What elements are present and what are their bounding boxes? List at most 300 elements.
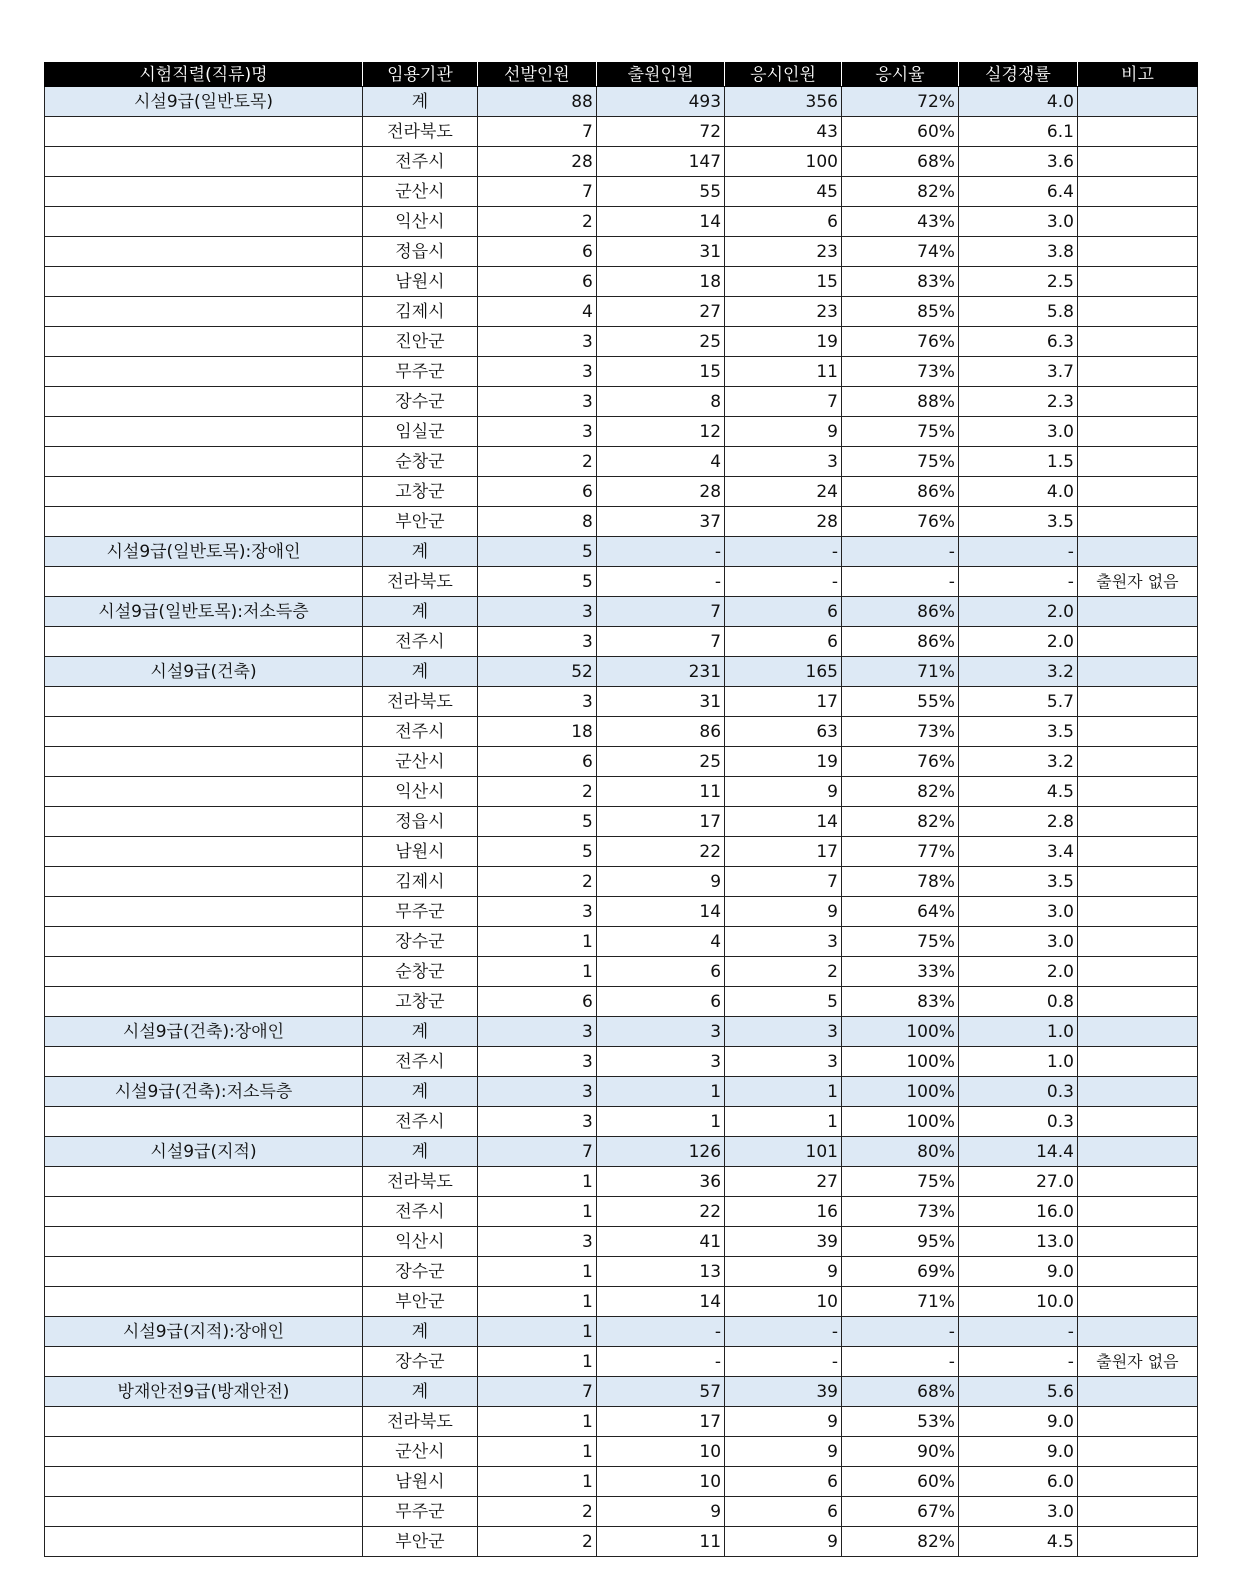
table-row (45, 687, 1198, 717)
table-group-row (45, 1137, 1198, 1167)
table-row (45, 297, 1198, 327)
cell-competition-ratio: 14.4 (958, 1137, 1077, 1167)
cell-remarks (1077, 117, 1197, 147)
header-selected: 선발인원 (477, 63, 596, 87)
cell-applicants: 18 (596, 267, 724, 297)
cell-attendance-rate: 86% (842, 597, 959, 627)
cell-competition-ratio: 3.0 (958, 417, 1077, 447)
table-group-row (45, 1017, 1198, 1047)
table-row (45, 477, 1198, 507)
cell-agency: 전주시 (362, 717, 477, 747)
cell-remarks (1077, 777, 1197, 807)
cell-examinees: 165 (725, 657, 842, 687)
table-row (45, 357, 1198, 387)
cell-agency: 전라북도 (362, 687, 477, 717)
table-row (45, 957, 1198, 987)
cell-remarks (1077, 357, 1197, 387)
cell-remarks (1077, 417, 1197, 447)
cell-examinees: 17 (725, 837, 842, 867)
cell-remarks (1077, 507, 1197, 537)
cell-selected: 2 (477, 867, 596, 897)
cell-exam-series (45, 837, 363, 867)
cell-exam-series (45, 1047, 363, 1077)
cell-competition-ratio: 2.0 (958, 597, 1077, 627)
cell-applicants: - (596, 537, 724, 567)
cell-agency: 익산시 (362, 1227, 477, 1257)
table-row (45, 1437, 1198, 1467)
table-row (45, 267, 1198, 297)
cell-applicants: 1 (596, 1107, 724, 1137)
cell-applicants: 31 (596, 237, 724, 267)
table-group-row (45, 87, 1198, 117)
cell-competition-ratio: 1.0 (958, 1047, 1077, 1077)
cell-remarks (1077, 207, 1197, 237)
header-competition-ratio: 실경쟁률 (958, 63, 1077, 87)
cell-remarks (1077, 1077, 1197, 1107)
cell-exam-series: 시설9급(일반토목) (45, 87, 363, 117)
cell-attendance-rate: 55% (842, 687, 959, 717)
cell-competition-ratio: 3.0 (958, 897, 1077, 927)
cell-agency: 정읍시 (362, 807, 477, 837)
cell-attendance-rate: 82% (842, 777, 959, 807)
cell-exam-series (45, 447, 363, 477)
cell-examinees: 43 (725, 117, 842, 147)
cell-selected: 7 (477, 117, 596, 147)
cell-exam-series: 시설9급(건축) (45, 657, 363, 687)
cell-applicants: 3 (596, 1017, 724, 1047)
cell-selected: 6 (477, 747, 596, 777)
cell-selected: 7 (477, 177, 596, 207)
table-row (45, 177, 1198, 207)
header-exam-series: 시험직렬(직류)명 (45, 63, 363, 87)
table-row (45, 207, 1198, 237)
cell-applicants: 126 (596, 1137, 724, 1167)
cell-examinees: 9 (725, 777, 842, 807)
cell-agency: 전주시 (362, 147, 477, 177)
cell-agency: 계 (362, 657, 477, 687)
cell-remarks (1077, 1167, 1197, 1197)
cell-applicants: 55 (596, 177, 724, 207)
cell-exam-series (45, 897, 363, 927)
table-row (45, 1197, 1198, 1227)
cell-competition-ratio: - (958, 537, 1077, 567)
table-header-row (45, 63, 1198, 87)
cell-remarks (1077, 747, 1197, 777)
cell-remarks (1077, 957, 1197, 987)
cell-exam-series (45, 147, 363, 177)
cell-selected: 28 (477, 147, 596, 177)
cell-competition-ratio: - (958, 1317, 1077, 1347)
cell-agency: 익산시 (362, 777, 477, 807)
cell-examinees: 6 (725, 627, 842, 657)
cell-attendance-rate: 82% (842, 1527, 959, 1557)
cell-applicants: 231 (596, 657, 724, 687)
cell-remarks (1077, 717, 1197, 747)
cell-selected: 3 (477, 1047, 596, 1077)
cell-selected: 2 (477, 207, 596, 237)
cell-selected: 1 (477, 957, 596, 987)
cell-competition-ratio: 3.6 (958, 147, 1077, 177)
cell-attendance-rate: 100% (842, 1047, 959, 1077)
cell-selected: 6 (477, 237, 596, 267)
cell-agency: 순창군 (362, 447, 477, 477)
cell-agency: 부안군 (362, 1527, 477, 1557)
cell-exam-series (45, 717, 363, 747)
cell-attendance-rate: 43% (842, 207, 959, 237)
cell-competition-ratio: 9.0 (958, 1437, 1077, 1467)
cell-remarks (1077, 807, 1197, 837)
cell-exam-series (45, 117, 363, 147)
cell-attendance-rate: 64% (842, 897, 959, 927)
cell-remarks (1077, 147, 1197, 177)
cell-agency: 임실군 (362, 417, 477, 447)
cell-exam-series (45, 1287, 363, 1317)
cell-exam-series (45, 417, 363, 447)
table-row (45, 387, 1198, 417)
cell-selected: 1 (477, 1467, 596, 1497)
cell-attendance-rate: 78% (842, 867, 959, 897)
cell-exam-series (45, 957, 363, 987)
table-row (45, 147, 1198, 177)
cell-attendance-rate: 60% (842, 1467, 959, 1497)
cell-competition-ratio: 3.0 (958, 927, 1077, 957)
cell-applicants: 14 (596, 1287, 724, 1317)
cell-applicants: 14 (596, 207, 724, 237)
cell-remarks (1077, 1527, 1197, 1557)
cell-agency: 정읍시 (362, 237, 477, 267)
cell-exam-series (45, 627, 363, 657)
cell-exam-series (45, 1257, 363, 1287)
cell-competition-ratio: 1.5 (958, 447, 1077, 477)
table-group-row (45, 1377, 1198, 1407)
cell-attendance-rate: 76% (842, 507, 959, 537)
cell-remarks (1077, 837, 1197, 867)
cell-selected: 3 (477, 1017, 596, 1047)
cell-examinees: 9 (725, 897, 842, 927)
cell-exam-series: 시설9급(일반토목):저소득층 (45, 597, 363, 627)
cell-attendance-rate: 77% (842, 837, 959, 867)
cell-examinees: 7 (725, 867, 842, 897)
cell-examinees: 356 (725, 87, 842, 117)
cell-remarks (1077, 1317, 1197, 1347)
cell-competition-ratio: 9.0 (958, 1407, 1077, 1437)
cell-competition-ratio: 3.0 (958, 1497, 1077, 1527)
cell-exam-series (45, 327, 363, 357)
cell-agency: 군산시 (362, 1437, 477, 1467)
cell-remarks: 출원자 없음 (1077, 567, 1197, 597)
cell-selected: 5 (477, 807, 596, 837)
cell-selected: 3 (477, 387, 596, 417)
cell-exam-series (45, 1167, 363, 1197)
cell-examinees: 9 (725, 1407, 842, 1437)
cell-examinees: 24 (725, 477, 842, 507)
cell-selected: 3 (477, 627, 596, 657)
cell-examinees: 7 (725, 387, 842, 417)
table-row (45, 327, 1198, 357)
cell-attendance-rate: 73% (842, 357, 959, 387)
cell-selected: 2 (477, 1527, 596, 1557)
cell-applicants: 41 (596, 1227, 724, 1257)
cell-selected: 7 (477, 1137, 596, 1167)
cell-competition-ratio: 3.5 (958, 507, 1077, 537)
table-group-row (45, 1317, 1198, 1347)
cell-remarks (1077, 1197, 1197, 1227)
cell-selected: 3 (477, 687, 596, 717)
cell-competition-ratio: 16.0 (958, 1197, 1077, 1227)
cell-applicants: - (596, 1317, 724, 1347)
cell-agency: 계 (362, 1377, 477, 1407)
cell-exam-series: 시설9급(지적) (45, 1137, 363, 1167)
cell-remarks (1077, 657, 1197, 687)
cell-competition-ratio: 3.4 (958, 837, 1077, 867)
cell-exam-series (45, 1437, 363, 1467)
cell-remarks (1077, 327, 1197, 357)
cell-competition-ratio: 4.5 (958, 777, 1077, 807)
cell-competition-ratio: 9.0 (958, 1257, 1077, 1287)
table-row (45, 1167, 1198, 1197)
table-group-row (45, 597, 1198, 627)
cell-competition-ratio: 3.8 (958, 237, 1077, 267)
cell-attendance-rate: 71% (842, 1287, 959, 1317)
cell-competition-ratio: 13.0 (958, 1227, 1077, 1257)
cell-attendance-rate: 68% (842, 1377, 959, 1407)
cell-competition-ratio: 3.7 (958, 357, 1077, 387)
cell-exam-series (45, 1497, 363, 1527)
cell-agency: 전라북도 (362, 1407, 477, 1437)
table-row (45, 237, 1198, 267)
cell-exam-series (45, 477, 363, 507)
cell-applicants: 7 (596, 627, 724, 657)
cell-exam-series: 시설9급(일반토목):장애인 (45, 537, 363, 567)
cell-remarks (1077, 1407, 1197, 1437)
cell-attendance-rate: 67% (842, 1497, 959, 1527)
cell-competition-ratio: - (958, 1347, 1077, 1377)
cell-remarks (1077, 537, 1197, 567)
cell-remarks (1077, 987, 1197, 1017)
cell-applicants: 27 (596, 297, 724, 327)
cell-applicants: 17 (596, 807, 724, 837)
cell-selected: 4 (477, 297, 596, 327)
cell-selected: 6 (477, 267, 596, 297)
cell-selected: 3 (477, 357, 596, 387)
cell-examinees: - (725, 1347, 842, 1377)
cell-remarks (1077, 687, 1197, 717)
cell-attendance-rate: 100% (842, 1017, 959, 1047)
cell-examinees: 1 (725, 1107, 842, 1137)
cell-competition-ratio: 4.0 (958, 87, 1077, 117)
cell-applicants: 6 (596, 957, 724, 987)
cell-competition-ratio: 0.8 (958, 987, 1077, 1017)
cell-applicants: 4 (596, 447, 724, 477)
cell-agency: 계 (362, 1077, 477, 1107)
cell-attendance-rate: 86% (842, 627, 959, 657)
cell-competition-ratio: 4.0 (958, 477, 1077, 507)
cell-selected: 3 (477, 1227, 596, 1257)
cell-selected: 2 (477, 447, 596, 477)
cell-attendance-rate: 88% (842, 387, 959, 417)
cell-selected: 3 (477, 417, 596, 447)
cell-attendance-rate: 60% (842, 117, 959, 147)
cell-agency: 순창군 (362, 957, 477, 987)
cell-applicants: 25 (596, 327, 724, 357)
cell-exam-series (45, 267, 363, 297)
cell-examinees: 3 (725, 447, 842, 477)
header-examinees: 응시인원 (725, 63, 842, 87)
cell-attendance-rate: 85% (842, 297, 959, 327)
cell-agency: 고창군 (362, 477, 477, 507)
table-row (45, 1407, 1198, 1437)
cell-applicants: 1 (596, 1077, 724, 1107)
cell-remarks (1077, 597, 1197, 627)
cell-agency: 계 (362, 1017, 477, 1047)
cell-examinees: - (725, 537, 842, 567)
cell-selected: 3 (477, 1077, 596, 1107)
cell-attendance-rate: 83% (842, 267, 959, 297)
cell-remarks (1077, 867, 1197, 897)
cell-competition-ratio: 27.0 (958, 1167, 1077, 1197)
cell-applicants: 17 (596, 1407, 724, 1437)
cell-exam-series (45, 297, 363, 327)
cell-selected: 1 (477, 1437, 596, 1467)
table-row (45, 1107, 1198, 1137)
cell-exam-series (45, 927, 363, 957)
cell-applicants: 3 (596, 1047, 724, 1077)
cell-remarks (1077, 897, 1197, 927)
table-row (45, 507, 1198, 537)
cell-examinees: 15 (725, 267, 842, 297)
cell-applicants: 31 (596, 687, 724, 717)
cell-exam-series (45, 1197, 363, 1227)
cell-selected: 1 (477, 1317, 596, 1347)
cell-selected: 3 (477, 327, 596, 357)
header-applicants: 출원인원 (596, 63, 724, 87)
cell-applicants: 4 (596, 927, 724, 957)
cell-agency: 김제시 (362, 297, 477, 327)
cell-examinees: 17 (725, 687, 842, 717)
cell-attendance-rate: - (842, 537, 959, 567)
table-row (45, 1347, 1198, 1377)
cell-examinees: 23 (725, 237, 842, 267)
cell-attendance-rate: 75% (842, 927, 959, 957)
cell-competition-ratio: 5.8 (958, 297, 1077, 327)
cell-selected: 8 (477, 507, 596, 537)
cell-selected: 1 (477, 1257, 596, 1287)
cell-agency: 무주군 (362, 357, 477, 387)
cell-remarks (1077, 1377, 1197, 1407)
cell-applicants: 13 (596, 1257, 724, 1287)
cell-examinees: 1 (725, 1077, 842, 1107)
cell-remarks (1077, 1227, 1197, 1257)
table-group-row (45, 537, 1198, 567)
cell-remarks (1077, 1497, 1197, 1527)
cell-applicants: 8 (596, 387, 724, 417)
cell-selected: 6 (477, 987, 596, 1017)
cell-exam-series (45, 807, 363, 837)
cell-applicants: 22 (596, 837, 724, 867)
cell-applicants: 12 (596, 417, 724, 447)
cell-attendance-rate: 74% (842, 237, 959, 267)
cell-selected: 5 (477, 537, 596, 567)
cell-exam-series (45, 1527, 363, 1557)
cell-agency: 진안군 (362, 327, 477, 357)
cell-attendance-rate: 69% (842, 1257, 959, 1287)
cell-applicants: 10 (596, 1467, 724, 1497)
cell-competition-ratio: 5.7 (958, 687, 1077, 717)
cell-exam-series (45, 207, 363, 237)
table-row (45, 117, 1198, 147)
table-row (45, 897, 1198, 927)
cell-exam-series: 시설9급(지적):장애인 (45, 1317, 363, 1347)
cell-attendance-rate: 100% (842, 1107, 959, 1137)
table-row (45, 837, 1198, 867)
cell-competition-ratio: 0.3 (958, 1107, 1077, 1137)
cell-agency: 무주군 (362, 1497, 477, 1527)
cell-examinees: 101 (725, 1137, 842, 1167)
table-row (45, 567, 1198, 597)
cell-agency: 전주시 (362, 1047, 477, 1077)
cell-exam-series (45, 357, 363, 387)
cell-attendance-rate: - (842, 1347, 959, 1377)
cell-selected: 1 (477, 1197, 596, 1227)
cell-competition-ratio: 2.0 (958, 627, 1077, 657)
cell-attendance-rate: 53% (842, 1407, 959, 1437)
cell-exam-series (45, 177, 363, 207)
cell-applicants: - (596, 1347, 724, 1377)
cell-remarks (1077, 1257, 1197, 1287)
table-row (45, 747, 1198, 777)
cell-agency: 전주시 (362, 627, 477, 657)
cell-exam-series (45, 1347, 363, 1377)
cell-applicants: 7 (596, 597, 724, 627)
cell-remarks (1077, 447, 1197, 477)
cell-exam-series: 방재안전9급(방재안전) (45, 1377, 363, 1407)
table-row (45, 627, 1198, 657)
cell-exam-series: 시설9급(건축):저소득층 (45, 1077, 363, 1107)
cell-competition-ratio: 3.2 (958, 747, 1077, 777)
cell-attendance-rate: 90% (842, 1437, 959, 1467)
cell-agency: 장수군 (362, 1347, 477, 1377)
cell-agency: 전주시 (362, 1197, 477, 1227)
cell-agency: 무주군 (362, 897, 477, 927)
cell-selected: 6 (477, 477, 596, 507)
cell-applicants: 147 (596, 147, 724, 177)
cell-agency: 전라북도 (362, 1167, 477, 1197)
cell-examinees: - (725, 1317, 842, 1347)
table-row (45, 717, 1198, 747)
cell-remarks (1077, 177, 1197, 207)
cell-examinees: 2 (725, 957, 842, 987)
cell-remarks (1077, 387, 1197, 417)
header-agency: 임용기관 (362, 63, 477, 87)
cell-competition-ratio: 0.3 (958, 1077, 1077, 1107)
cell-exam-series (45, 687, 363, 717)
exam-results-table (44, 62, 1198, 1557)
cell-applicants: 6 (596, 987, 724, 1017)
cell-exam-series: 시설9급(건축):장애인 (45, 1017, 363, 1047)
cell-agency: 계 (362, 537, 477, 567)
cell-examinees: 39 (725, 1227, 842, 1257)
cell-agency: 남원시 (362, 1467, 477, 1497)
cell-applicants: 25 (596, 747, 724, 777)
cell-examinees: 14 (725, 807, 842, 837)
header-remarks: 비고 (1077, 63, 1197, 87)
cell-selected: 7 (477, 1377, 596, 1407)
cell-examinees: 9 (725, 1437, 842, 1467)
table-group-row (45, 1077, 1198, 1107)
table-row (45, 447, 1198, 477)
cell-competition-ratio: 2.0 (958, 957, 1077, 987)
cell-examinees: 39 (725, 1377, 842, 1407)
